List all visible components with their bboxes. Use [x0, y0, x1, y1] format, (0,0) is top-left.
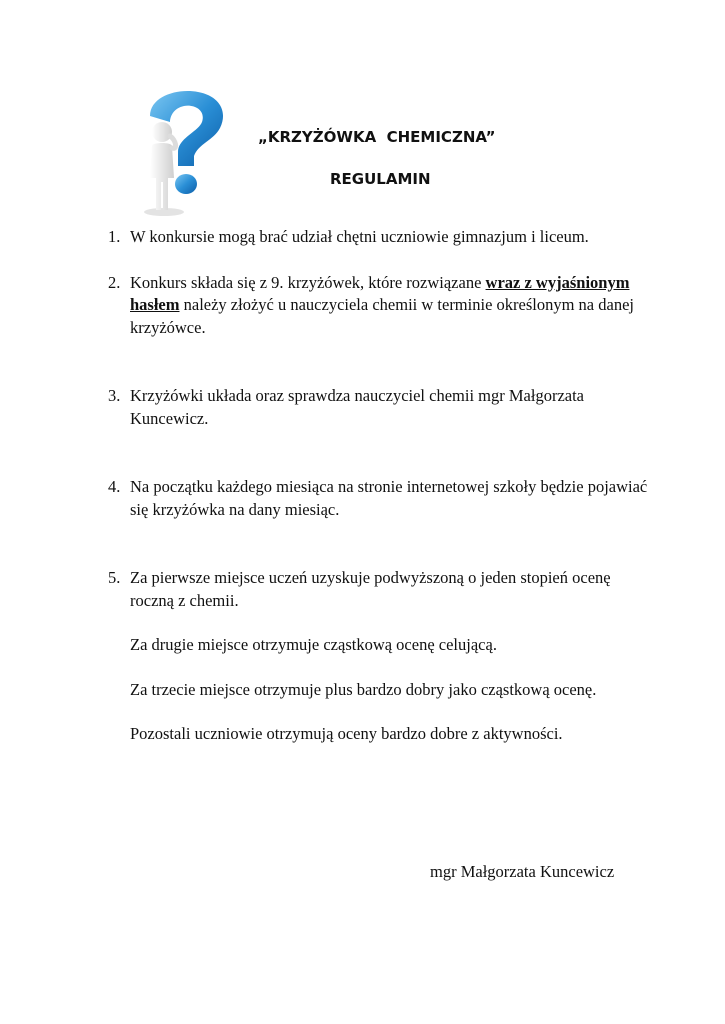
- list-number: 2.: [108, 272, 121, 292]
- rule-text-part: Konkurs składa się z 9. krzyżówek, które rozwiązane: [130, 272, 486, 292]
- rule-extra-text: Za drugie miejsce otrzymuje cząstkową ocenę celującą.: [130, 635, 497, 654]
- signature: mgr Małgorzata Kuncewicz: [430, 862, 615, 881]
- rule-text: [130, 272, 648, 340]
- list-item: [108, 226, 648, 249]
- list-item: [108, 476, 648, 521]
- rule-text: Na początku każdego miesiąca na stronie internetowej szkoły będzie pojawiać się krzyżówka na dany miesiąc.: [130, 477, 648, 519]
- rule-text: Krzyżówki układa oraz sprawdza nauczyciel chemii mgr Małgorzata Kuncewicz.: [130, 386, 584, 428]
- list-number: 1.: [108, 227, 121, 246]
- list-number: 4.: [108, 477, 121, 496]
- rule-extra-text: Za trzecie miejsce otrzymuje plus bardzo dobry jako cząstkową ocenę.: [130, 679, 597, 699]
- rule-text: Za pierwsze miejsce uczeń uzyskuje podwyższoną o jeden stopień ocenę roczną z chemii.: [130, 568, 611, 610]
- rule-extra-text: Pozostali uczniowie otrzymują oceny bardzo dobre z aktywności.: [130, 724, 563, 743]
- list-item: [108, 272, 648, 340]
- list-number: 3.: [108, 386, 121, 405]
- rule-text-emphasis: wraz z wyjaśnionym hasłem: [130, 272, 630, 314]
- rule-text: W konkursie mogą brać udział chętni uczniowie gimnazjum i liceum.: [130, 227, 589, 246]
- list-item: [108, 567, 648, 746]
- list-item: [108, 385, 648, 430]
- page-title: „KRZYŻÓWKA CHEMICZNA”: [258, 128, 496, 146]
- question-mark-figure-icon: [132, 88, 232, 218]
- rule-text-part: należy złożyć u nauczyciela chemii w terminie określonym na danej krzyżówce.: [130, 295, 634, 337]
- rules-list: [108, 226, 648, 746]
- page-subtitle: REGULAMIN: [330, 170, 431, 188]
- list-number: 5.: [108, 568, 121, 587]
